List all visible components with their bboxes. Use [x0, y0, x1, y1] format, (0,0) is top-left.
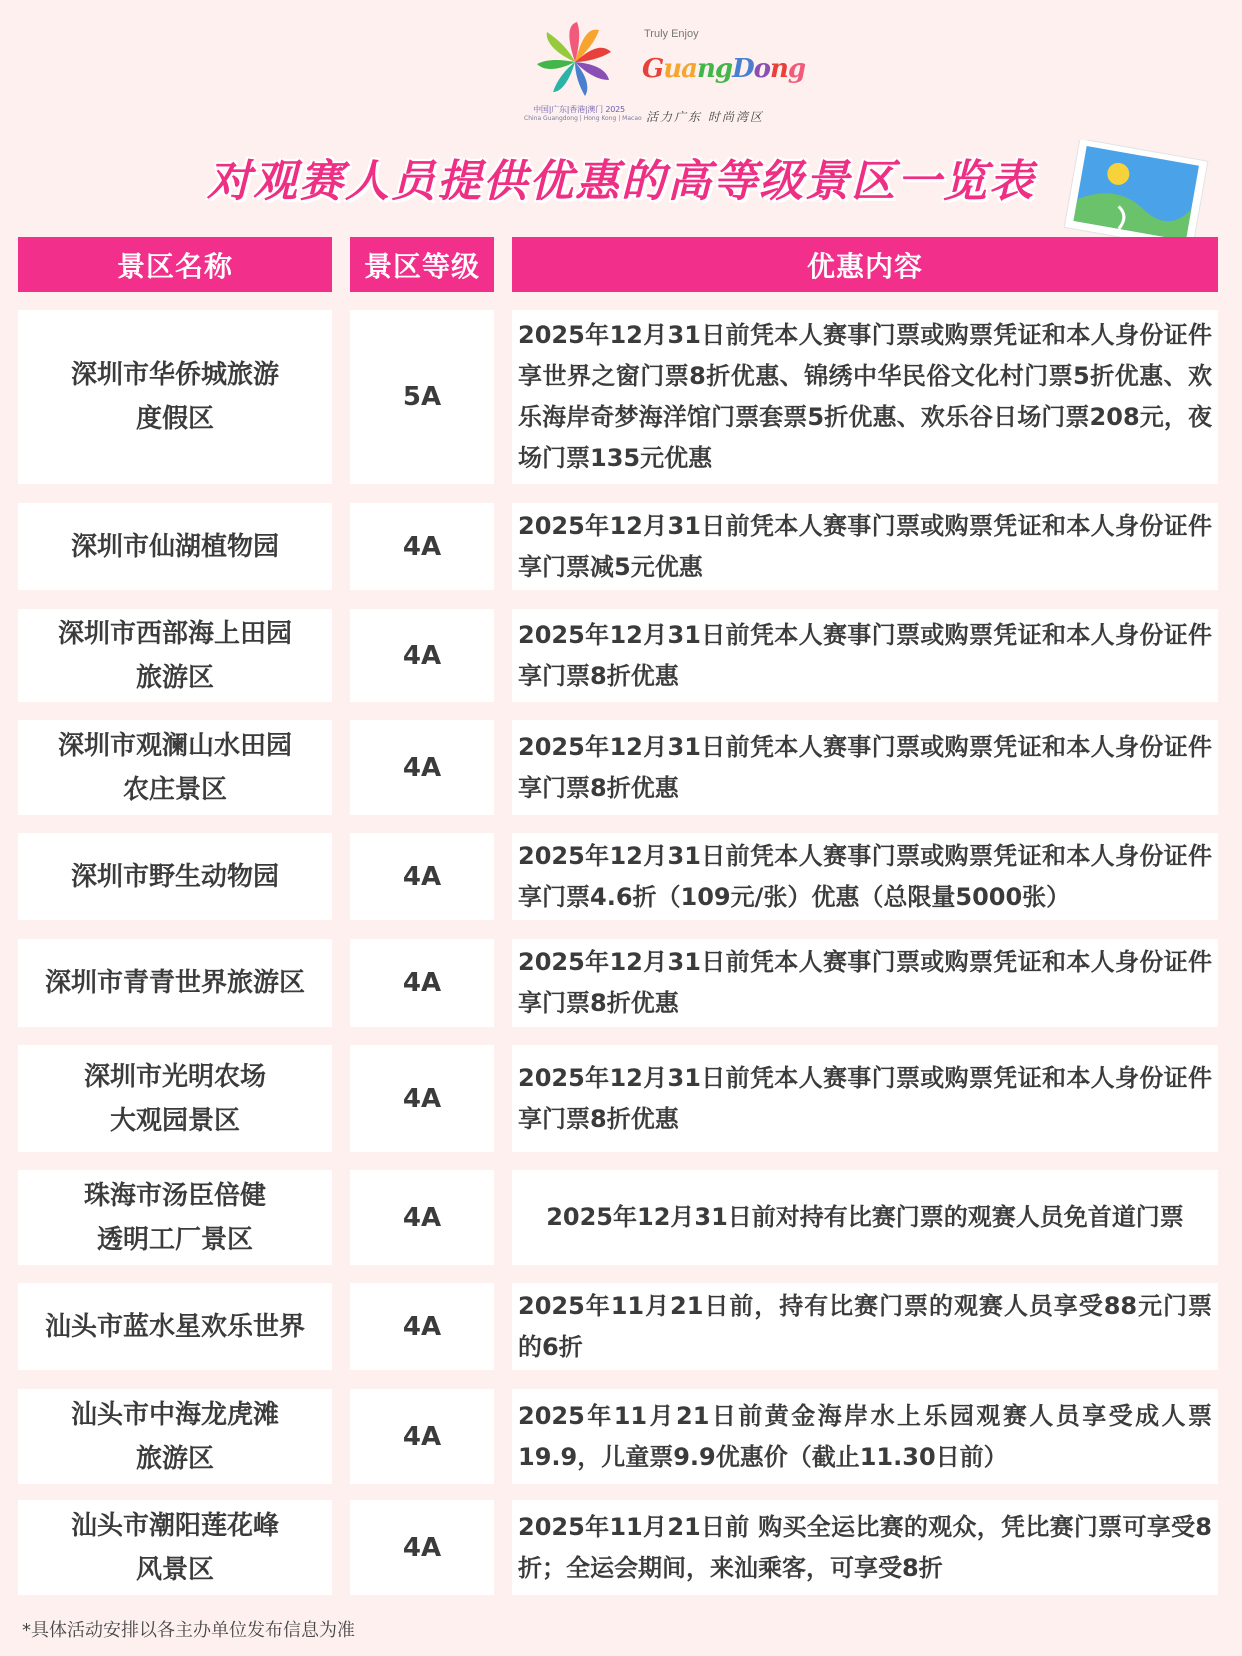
table-cell-name-text: 深圳市野生动物园	[70, 861, 279, 892]
table-cell-offer	[512, 503, 1218, 590]
table-cell-grade	[350, 1283, 494, 1370]
table-cell-name-text: 汕头市中海龙虎滩 旅游区	[70, 1399, 279, 1474]
table-cell-name	[18, 1170, 332, 1265]
table-cell-grade	[350, 833, 494, 920]
header-name: 景区名称	[18, 237, 332, 292]
table-cell-grade-text: 4A	[402, 1202, 442, 1233]
table-cell-offer-text: 2025年11月21日前，持有比赛门票的观赛人员享受88元门票的6折	[518, 1291, 1212, 1361]
table-cell-name	[18, 310, 332, 484]
table-cell-name-text: 深圳市光明农场 大观园景区	[83, 1061, 266, 1136]
table-cell-offer	[512, 1170, 1218, 1265]
table-cell-name-text: 深圳市仙湖植物园	[70, 531, 279, 562]
table-cell-offer-text: 2025年11月21日前 购买全运比赛的观众，凭比赛门票可享受8折；全运会期间，来汕乘客，可享受8折	[518, 1512, 1212, 1582]
flower-emblem-icon	[530, 18, 620, 104]
table-cell-grade-text: 4A	[402, 968, 442, 998]
table-cell-grade	[350, 609, 494, 702]
table-cell-name	[18, 503, 332, 590]
table-cell-grade-text: 4A	[402, 1421, 442, 1452]
table-cell-offer	[512, 939, 1218, 1027]
games-logo-subtext: China Guangdong | Hong Kong | Macao	[524, 115, 642, 122]
table-cell-name	[18, 1500, 332, 1595]
table-cell-grade-text: 4A	[402, 1311, 442, 1342]
guangdong-slogan: 活力广东 时尚湾区	[646, 110, 764, 124]
table-cell-name	[18, 1045, 332, 1152]
table-cell-name	[18, 1389, 332, 1484]
table-cell-name	[18, 720, 332, 815]
table-cell-offer-text: 2025年12月31日前凭本人赛事门票或购票凭证和本人身份证件享门票8折优惠	[518, 1063, 1212, 1133]
table-cell-offer	[512, 833, 1218, 920]
truly-enjoy-text: Truly Enjoy	[644, 28, 699, 40]
table-cell-name-text: 深圳市华侨城旅游 度假区	[70, 360, 279, 434]
table-cell-offer-text: 2025年12月31日前凭本人赛事门票或购票凭证和本人身份证件享门票减5元优惠	[518, 511, 1212, 581]
table-cell-offer	[512, 1500, 1218, 1595]
table-cell-offer-text: 2025年11月21日前黄金海岸水上乐园观赛人员享受成人票19.9，儿童票9.9优惠价（截止11.30日前）	[518, 1401, 1212, 1471]
table-cell-name	[18, 609, 332, 702]
table-cell-grade	[350, 1500, 494, 1595]
table-cell-grade-text: 4A	[402, 752, 442, 783]
games-logo-text: 中国|广东|香港|澳门 2025	[533, 105, 625, 114]
table-cell-offer-text: 2025年12月31日前凭本人赛事门票或购票凭证和本人身份证件享门票8折优惠	[518, 620, 1212, 690]
table-cell-name-text: 珠海市汤臣倍健 透明工厂景区	[83, 1180, 266, 1255]
table-cell-name-text: 深圳市观澜山水田园 农庄景区	[57, 730, 292, 805]
footnote: *具体活动安排以各主办单位发布信息为准	[22, 1620, 355, 1641]
logo-bar	[0, 18, 1242, 128]
table-cell-offer-text: 2025年12月31日前凭本人赛事门票或购票凭证和本人身份证件享世界之窗门票8折优惠、锦绣中华民俗文化村门票5折优惠、欢乐海岸奇梦海洋馆门票套票5折优惠、欢乐谷日场门票208元，夜场门票135元优惠	[518, 321, 1212, 472]
table-cell-grade-text: 4A	[402, 640, 442, 671]
table-cell-offer-text: 2025年12月31日前凭本人赛事门票或购票凭证和本人身份证件享门票4.6折（109元/张）优惠（总限量5000张）	[518, 841, 1212, 911]
table-cell-name	[18, 1283, 332, 1370]
table-cell-offer	[512, 720, 1218, 815]
table-cell-offer-text: 2025年12月31日前凭本人赛事门票或购票凭证和本人身份证件享门票8折优惠	[518, 732, 1212, 802]
table-cell-grade	[350, 1170, 494, 1265]
header-grade: 景区等级	[350, 237, 494, 292]
table-cell-name-text: 汕头市蓝水星欢乐世界	[44, 1311, 305, 1342]
table-cell-grade-text: 4A	[402, 861, 442, 892]
national-games-logo	[520, 18, 642, 128]
table-cell-offer	[512, 1045, 1218, 1152]
table-cell-name	[18, 939, 332, 1027]
photo-decoration-icon	[1055, 140, 1225, 250]
table-cell-name-text: 深圳市西部海上田园 旅游区	[57, 618, 292, 693]
guangdong-logo	[640, 26, 806, 126]
table-cell-name	[18, 833, 332, 920]
table-cell-name-text: 汕头市潮阳莲花峰 风景区	[70, 1510, 279, 1585]
table-cell-grade	[350, 720, 494, 815]
table-cell-grade-text: 4A	[402, 1532, 442, 1563]
table-cell-grade	[350, 939, 494, 1027]
page-title: 对观赛人员提供优惠的高等级景区一览表	[207, 156, 1035, 207]
table-cell-grade-text: 4A	[402, 531, 442, 562]
table-cell-offer-text: 2025年12月31日前对持有比赛门票的观赛人员免首道门票	[546, 1203, 1184, 1231]
table-cell-name-text: 深圳市青青世界旅游区	[44, 968, 305, 998]
table-cell-grade-text: 4A	[402, 1083, 442, 1114]
table-cell-grade-text: 5A	[402, 382, 442, 412]
table-cell-offer	[512, 1389, 1218, 1484]
table-cell-offer	[512, 609, 1218, 702]
table-cell-offer-text: 2025年12月31日前凭本人赛事门票或购票凭证和本人身份证件享门票8折优惠	[518, 948, 1212, 1017]
guangdong-wordmark: GuangDong	[642, 54, 806, 84]
table-cell-offer	[512, 1283, 1218, 1370]
table-cell-grade	[350, 1389, 494, 1484]
header-offer: 优惠内容	[512, 237, 1218, 292]
table-cell-grade	[350, 503, 494, 590]
table-cell-offer	[512, 310, 1218, 484]
table-cell-grade	[350, 1045, 494, 1152]
table-cell-grade	[350, 310, 494, 484]
